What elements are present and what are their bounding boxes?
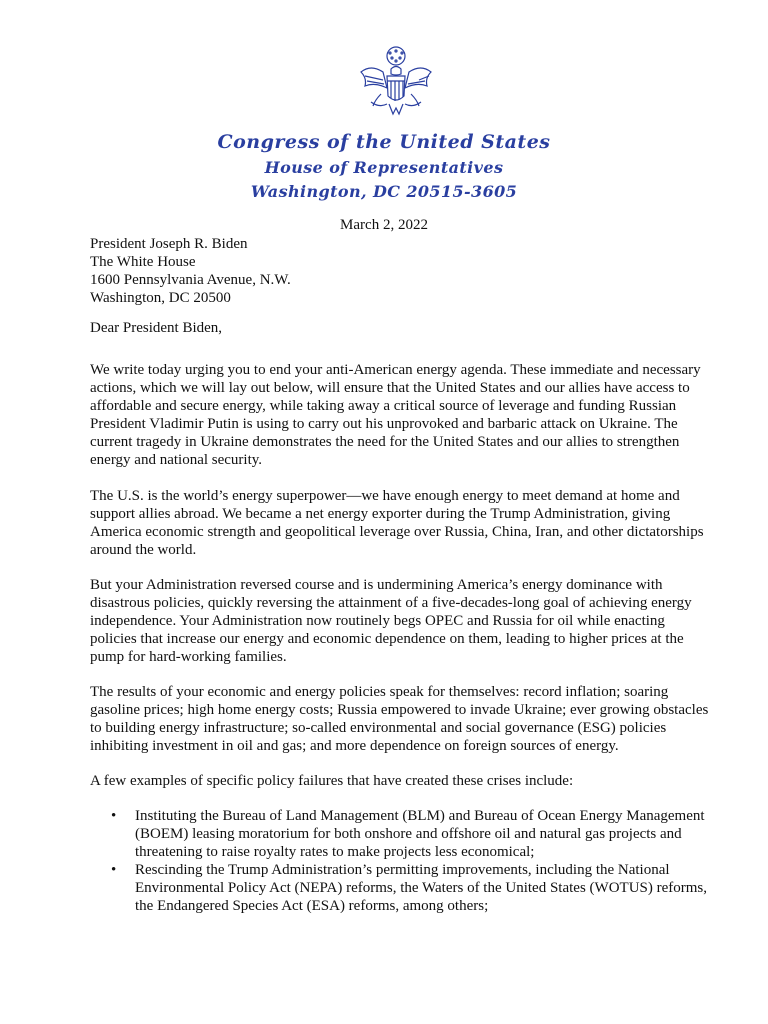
recipient-name: President Joseph R. Biden (90, 236, 248, 252)
letterhead-house: House of Representatives (264, 158, 504, 177)
recipient-city: Washington, DC 20500 (90, 290, 231, 306)
list-item (90, 861, 720, 915)
letter-date: March 2, 2022 (340, 217, 428, 233)
great-seal-eagle-icon (357, 42, 435, 120)
paragraph-reversal: But your Administration reversed course and is undermining America’s energy dominance with disastrous policies, quickly reversing the attainment of a five-decades-long goal of achieving energy independence. Your Administration now routinely begs OPEC and Russia for oil while enacting policies that increase our energy and economic dependence on them, leading to higher prices at the pump for hard-working families. (90, 577, 692, 665)
list-item (90, 807, 720, 861)
letterhead-address: Washington, DC 20515-3605 (250, 182, 518, 201)
bullet-icon: • (111, 808, 117, 824)
recipient-address (90, 235, 291, 307)
policy-failure-list (90, 807, 720, 915)
paragraph-intro: We write today urging you to end your anti-American energy agenda. These immediate and necessary actions, which we will lay out below, will ensure that the United States and our allies have access to affordable and secure energy, while taking away a critical source of leverage and funding Russian President Vladimir Putin is using to carry out his unprovoked and barbaric attack on Ukraine. The current tragedy in Ukraine demonstrates the need for the United States and our allies to strengthen energy and national security. (90, 362, 701, 468)
paragraph-results: The results of your economic and energy policies speak for themselves: record inflation; soaring gasoline prices; high home energy costs; Russia empowered to invade Ukraine; ever growing obstacles to building energy infrastructure; so-called environmental and social governance (ESG) policies inhibiting investment in oil and gas; and more dependence on foreign sources of energy. (90, 684, 709, 754)
list-item-text: Instituting the Bureau of Land Management (BLM) and Bureau of Ocean Energy Management (BOEM) leasing moratorium for both onshore and offshore oil and natural gas projects and threatening to raise royalty rates to make projects less economical; (135, 808, 705, 860)
recipient-street: 1600 Pennsylvania Avenue, N.W. (90, 272, 291, 288)
paragraph-superpower: The U.S. is the world’s energy superpower—we have enough energy to meet demand at home and support allies abroad. We became a net energy exporter during the Trump Administration, giving America economic strength and geopolitical leverage over Russia, China, Iran, and other dictatorships around the world. (90, 488, 704, 558)
list-item-text: Rescinding the Trump Administration’s permitting improvements, including the National Environmental Policy Act (NEPA) reforms, the Waters of the United States (WOTUS) reforms, the Endangered Species Act (ESA) reforms, among others; (135, 862, 708, 914)
bullet-icon: • (111, 862, 117, 878)
paragraph-examples: A few examples of specific policy failures that have created these crises include: (90, 773, 574, 789)
recipient-org: The White House (90, 254, 196, 270)
letterhead-congress: Congress of the United States (217, 131, 551, 153)
salutation: Dear President Biden, (90, 320, 223, 336)
